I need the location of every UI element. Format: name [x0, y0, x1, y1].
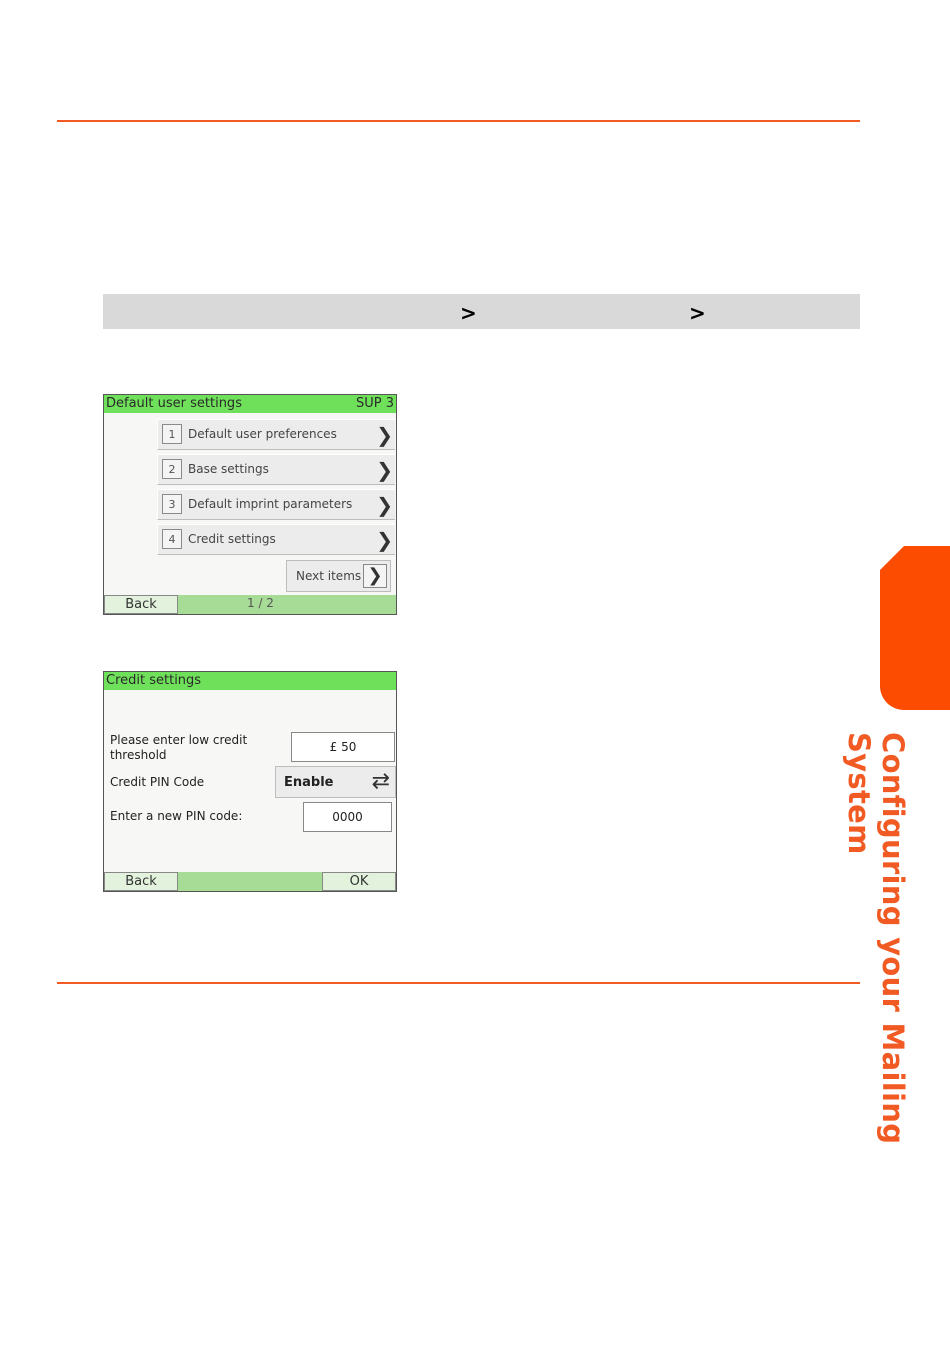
chapter-title: Configuring your Mailing System	[842, 732, 910, 1145]
ok-button[interactable]: OK	[322, 872, 396, 891]
threshold-label: Please enter low credit threshold	[110, 733, 248, 762]
credit-settings-screen	[103, 671, 397, 892]
screen-footer	[104, 595, 396, 614]
back-button[interactable]: Back	[104, 595, 178, 614]
screen-title: Credit settings	[106, 673, 202, 688]
breadcrumb-separator-1: >	[460, 301, 477, 325]
menu-item-number: 2	[162, 459, 182, 479]
screen-code: SUP 3	[355, 396, 394, 411]
pin-toggle-value: Enable	[284, 775, 334, 790]
screen-title-bar	[104, 672, 396, 690]
menu-item-number: 1	[162, 424, 182, 444]
menu-item-default-user-preferences[interactable]	[157, 419, 395, 450]
chevron-right-icon: ❯	[376, 528, 393, 552]
bottom-rule	[57, 982, 860, 984]
screen-footer	[104, 872, 396, 891]
menu-item-number: 4	[162, 529, 182, 549]
chevron-right-icon: ❯	[363, 564, 387, 588]
menu-item-credit-settings[interactable]	[157, 524, 395, 555]
chevron-right-icon: ❯	[376, 423, 393, 447]
swap-arrows-icon: ⇄	[371, 769, 390, 794]
chapter-tab-corner	[860, 500, 950, 590]
pin-code-label: Credit PIN Code	[110, 775, 205, 789]
new-pin-label: Enter a new PIN code:	[110, 809, 243, 823]
next-items-label: Next items	[296, 569, 362, 583]
page-indicator: 1 / 2	[247, 596, 274, 610]
back-button[interactable]: Back	[104, 872, 178, 891]
threshold-input[interactable]: £ 50	[291, 732, 395, 762]
breadcrumb-separator-2: >	[689, 301, 706, 325]
new-pin-input[interactable]: 0000	[303, 802, 392, 832]
top-rule	[57, 120, 860, 122]
menu-item-label: Base settings	[188, 462, 269, 476]
menu-item-base-settings[interactable]	[157, 454, 395, 485]
screen-title: Default user settings	[106, 396, 242, 411]
menu-item-label: Default imprint parameters	[188, 497, 353, 511]
next-items-button[interactable]	[286, 560, 391, 592]
chevron-right-icon: ❯	[376, 458, 393, 482]
menu-item-default-imprint-parameters[interactable]	[157, 489, 395, 520]
menu-item-label: Default user preferences	[188, 427, 337, 441]
chevron-right-icon: ❯	[376, 493, 393, 517]
default-user-settings-screen	[103, 394, 397, 615]
breadcrumb	[103, 294, 860, 329]
screen-title-bar	[104, 395, 396, 413]
menu-item-label: Credit settings	[188, 532, 276, 546]
pin-code-toggle[interactable]	[275, 766, 396, 798]
menu-item-number: 3	[162, 494, 182, 514]
